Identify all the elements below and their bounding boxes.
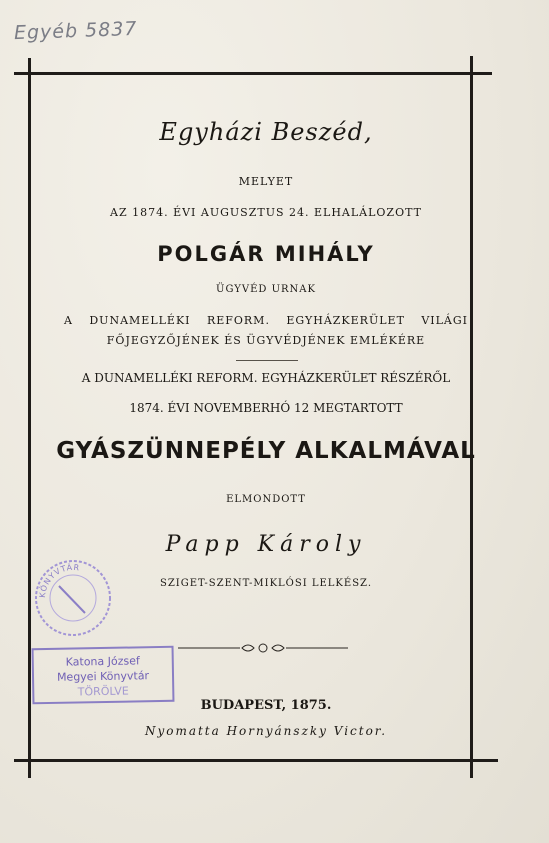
text-line-ceremony-date: 1874. ÉVI NOVEMBERHÓ 12 MEGTARTOTT (129, 401, 403, 415)
library-withdrawn-stamp (32, 646, 175, 704)
honoree-name: POLGÁR MIHÁLY (157, 242, 375, 266)
printer-imprint: Nyomatta Hornyánszky Victor. (144, 724, 388, 738)
text-line-death-date: AZ 1874. ÉVI AUGUSZTUS 24. ELHALÁLOZOTT (110, 206, 422, 219)
occasion-heading: GYÁSZÜNNEPÉLY ALKALMÁVAL (56, 438, 476, 464)
frame-bottom-rule (14, 759, 498, 762)
stamp-line-3: TÖRÖLVE (77, 684, 129, 699)
frame-top-rule (14, 72, 492, 75)
text-line-profession: ÜGYVÉD URNAK (216, 284, 316, 295)
pencil-shelfmark: Egyéb 5837 (13, 17, 138, 45)
text-line-melyet: MELYET (238, 175, 294, 188)
stamp-line-2: Megyei Könyvtár (56, 669, 150, 684)
stamp-circle-text: KÖNYVTÁR (37, 562, 81, 599)
text-line-district: A DUNAMELLÉKI REFORM. EGYHÁZKERÜLET VILÁGI (64, 314, 468, 327)
place-date: BUDAPEST, 1875. (200, 698, 332, 713)
stamp-line-1: Katona József (65, 654, 140, 669)
text-line-memorial: FŐJEGYZŐJÉNEK ÉS ÜGYVÉDJÉNEK EMLÉKÉRE (106, 334, 426, 347)
author-name: Papp Károly (165, 532, 367, 557)
library-stamp-circle (33, 558, 113, 638)
page-title: Egyházi Beszéd, (159, 118, 373, 146)
frame-left-rule (28, 58, 31, 778)
divider-short (236, 360, 298, 361)
text-line-on-behalf: A DUNAMELLÉKI REFORM. EGYHÁZKERÜLET RÉSZÉRŐL (81, 371, 451, 385)
ornament-divider (178, 641, 348, 655)
frame-right-rule (470, 56, 473, 778)
text-line-delivered: ELMONDOTT (226, 494, 306, 505)
author-title: SZIGET-SZENT-MIKLÓSI LELKÉSZ. (159, 578, 373, 589)
